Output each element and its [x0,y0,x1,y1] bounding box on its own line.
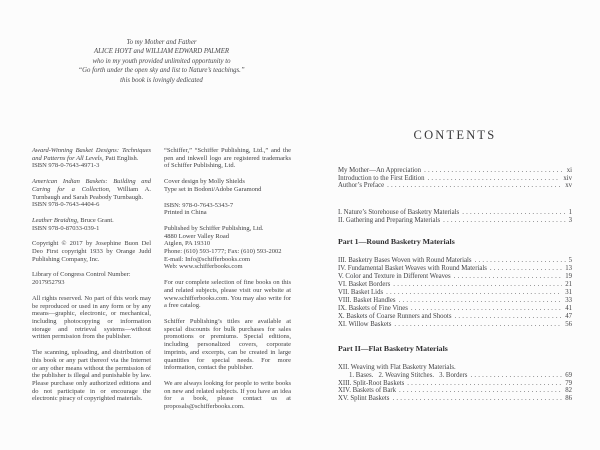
related-book-isbn: ISBN 978-0-87033-039-1 [32,224,100,232]
toc-page-number: 56 [565,321,572,329]
toc-entry-label: XV. Splint Baskets [338,395,390,403]
related-book-listing [32,178,151,209]
dot-leader [454,273,563,281]
publisher-address-line: Published by Schiffer Publishing, Ltd. [164,224,264,232]
copyright-line: Copyright © 2017 by Josephine Buon Del Deo [32,240,151,256]
loc-number: 2017952793 [32,279,65,287]
dedication-block [32,38,291,85]
part-heading: Part 1—Round Basketry Materials [338,236,455,246]
toc-page-number: 33 [565,296,572,304]
toc-page-number: 3 [568,216,572,224]
toc-page-number: 13 [565,264,572,272]
toc-entry-label: VI. Basket Borders [338,280,391,288]
dot-leader [392,395,562,403]
toc-page-number: 31 [565,288,572,296]
toc-entry-label: My Mother—An Appreciation [338,167,422,174]
toc-entry-label: IV. Fundamental Basket Weaves with Round Materials [338,264,487,272]
part-heading: Part II—Flat Basketry Materials [338,344,448,354]
toc-page-number: 79 [565,379,572,387]
toc-page-number: 69 [565,372,572,380]
catalog-paragraph: For our complete selection of fine books on this and related subjects, please visit our website at www.schifferbooks.com. You may also write for a free catalog. [164,279,291,310]
toc-page-number: xiv [563,174,572,182]
toc-page-number: 21 [565,280,572,288]
toc-entry-label: X. Baskets of Coarse Runners and Shoots [338,313,452,321]
related-book-title: American Indian Baskets: Building and Caring for a Collection [32,178,151,193]
toc-page-number: 82 [565,387,572,395]
related-book-credit: , William A. Turnbaugh and Sarah Peabody Turnbaugh. [32,185,151,201]
related-book-title: Leather Braiding [32,216,77,224]
copyright-columns [32,147,291,419]
dot-leader [490,265,562,273]
toc-entry-label: Author’s Preface [338,182,385,190]
dot-leader [399,297,563,305]
dot-leader [454,313,562,321]
related-book-isbn: ISBN 978-0-7643-4404-6 [32,201,100,209]
toc-entry-label: V. Color and Texture in Different Weaves [338,272,451,280]
toc-entry [338,273,572,281]
dot-leader [399,387,562,395]
toc-page-number: 41 [565,305,572,313]
toc-entry [338,380,572,388]
toc-entry-label: XIV. Baskets of Bark [338,387,397,395]
toc-sub-entry [338,372,572,380]
dot-leader [407,380,562,388]
loc-label: Library of Congress Control Number: [32,271,131,279]
toc-page-number: 19 [565,272,572,280]
toc-entry [338,265,572,273]
toc-entry [338,297,572,305]
isbn-line: ISBN: 978-0-7643-5343-7 [164,201,234,209]
copyright-notice [32,240,151,263]
toc-part2-group [338,364,572,403]
toc-entry-label: III. Basketry Bases Woven with Round Materials [338,256,472,264]
related-book-credit: , Bruce Grant. [76,216,114,224]
loc-control-number [32,271,151,286]
toc-entry [338,175,572,183]
copyright-left-column [32,147,151,419]
dot-leader [393,281,562,289]
toc-part1-group [338,257,572,330]
contents-title: CONTENTS [413,128,497,142]
toc-entry [338,313,572,321]
toc-entry-label: XIII. Split-Root Baskets [338,379,405,387]
toc-page-number: xv [565,182,572,190]
dot-leader [386,289,562,297]
toc-page-number: 5 [568,256,572,264]
toc-entry [338,217,572,225]
toc-entry-label: Introduction to the First Edition [338,174,425,182]
related-book-title: Award-Winning Basket Designs: Techniques and Patterns for All Levels [32,147,151,162]
toc-entry [338,387,572,395]
contents-page [338,128,572,403]
toc-entry [338,209,572,217]
dot-leader [443,217,565,225]
dot-leader [411,305,562,313]
dot-leader [470,372,562,380]
dedication-line: ALICE HOYT and WILLIAM EDWARD PALMER [93,48,230,56]
toc-entry [338,305,572,313]
toc-entry [338,182,572,190]
related-book-listing [32,217,151,232]
printed-in-line: Printed in China [164,209,207,217]
book-proposals-paragraph: We are always looking for people to write books on new and related subjects. If you have an idea for a book, please contact us at proposals@schifferbooks.com. [164,379,291,411]
isbn-block [164,202,291,217]
dot-leader [462,209,565,217]
toc-page-number: xi [566,167,572,174]
toc-entry [338,364,572,372]
toc-intro-group [338,209,572,224]
copyright-right-column [164,147,291,419]
dot-leader [387,182,562,190]
related-book-isbn: ISBN 978-0-7643-4971-3 [32,162,100,170]
toc-page-number: 86 [565,395,572,403]
related-book-credit: , Pati English. [101,154,139,162]
copyright-line: First copyright 1933 by Orange Judd Publishing Company, Inc. [32,248,151,263]
publisher-address-block [164,225,291,271]
toc-page-number: 47 [565,313,572,321]
trademark-paragraph: “Schiffer,” “Schiffer Publishing, Ltd.,” and the pen and inkwell logo are registered trademarks of Schiffer Publishing, Ltd. [164,147,291,170]
dot-leader [424,167,564,175]
design-credits [164,178,291,193]
piracy-paragraph: The scanning, uploading, and distribution of this book or any part thereof via the Internet or any other means without the permission of the publisher is illegal and punishable by law. Please purchase only authorized editions and do not participate in or encourage the electronic piracy of copyrighted materials. [32,349,151,403]
toc-entry-label: I. Nature’s Storehouse of Basketry Materials [338,209,460,217]
rights-paragraph: All rights reserved. No part of this work may be reproduced or used in any form or by any means—graphic, electronic, or mechanical, including photocopying or information storage and retrieval systems—without written permission from the publisher. [32,294,151,341]
toc-entry [338,395,572,403]
dedication-line: who in my youth provided unlimited opportunity to [92,57,231,65]
toc-entry [338,321,572,329]
publisher-web-line: Web: www.schifferbooks.com [164,263,243,271]
toc-entry [338,257,572,265]
toc-entry-label: XII. Weaving with Flat Basketry Materials. [338,364,456,372]
cover-design-line: Cover design by Molly Shields [164,178,245,186]
dedication-line: this book is lovingly dedicated [120,76,203,84]
toc-entry-label: 1. Bases. 2. Weaving Stitches. 3. Borders [349,372,468,380]
copyright-page [32,38,291,419]
dedication-line: To my Mother and Father [126,39,197,46]
bulk-sales-paragraph: Schiffer Publishing’s titles are available at special discounts for bulk purchases for sales promotions or premiums. Special editions, including personalized covers, corporate imprints, and excerpts, can be created in large quantities for special needs. For more information, contact the publisher. [164,317,291,372]
publisher-address-line: Atglen, PA 19310 [164,240,211,248]
dot-leader [427,175,560,183]
toc-entry [338,289,572,297]
toc-entry [338,167,572,175]
dot-leader [475,257,566,265]
toc-front-matter-group [338,167,572,190]
publisher-email-line: E-mail: Info@schifferbooks.com [164,255,251,263]
toc-entry-label: VII. Basket Lids [338,288,384,296]
dedication-line: “Go forth under the open sky and list to Nature’s teachings.” [78,67,245,75]
toc-page-number: 1 [568,209,572,217]
toc-entry-label: XI. Willow Baskets [338,321,392,329]
publisher-address-line: Phone: (610) 593-1777; Fax: (610) 593-2002 [164,248,282,256]
toc-entry-label: VIII. Basket Handles [338,296,396,304]
toc-entry-label: IX. Baskets of Fine Vines [338,305,408,313]
publisher-address-line: 4880 Lower Valley Road [164,232,230,240]
dot-leader [394,321,562,329]
typeface-line: Type set in Bodoni/Adobe Garamond [164,185,262,193]
related-book-listing [32,147,151,170]
toc-entry-label: II. Gathering and Preparing Materials [338,216,441,224]
toc-entry [338,281,572,289]
